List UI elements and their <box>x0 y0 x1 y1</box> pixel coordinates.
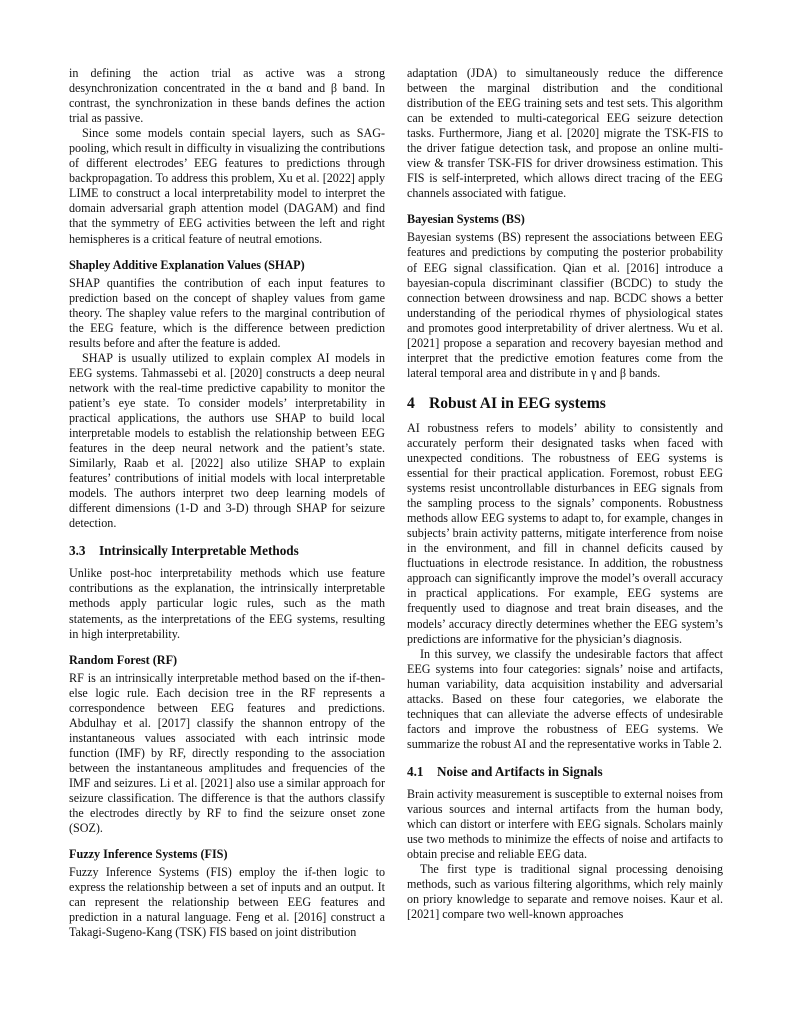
paragraph-random-forest: RF is an intrinsically interpretable method based on the if-then-else logic rule. Each decision tree in the RF represents a correspondence between EEG features and predictions. Abdulhay et al. [2017] classify the shannon entropy of the instantaneous values associated with each intrinsic mode function (IMF) by RF, directly responding to the association between the instantaneous amplitudes and frequencies of the IMF and seizures. Li et al. [2021] also use a similar approach for seizure classification. The difference is that the authors classify the electrodes directly by RF to find the seizure onset zone (SOZ). <box>69 670 385 836</box>
section-heading-4-1 <box>407 764 723 780</box>
section-number: 4.1 <box>407 763 424 779</box>
paragraph-shap-definition: SHAP quantifies the contribution of each input features to prediction based on the concept of shapley values from game theory. The shapley value refers to the marginal contribution of the EEG feature, which is the difference between prediction results before and after the feature is added. <box>69 275 385 350</box>
heading-fuzzy-inference: Fuzzy Inference Systems (FIS) <box>69 847 228 862</box>
section-title: Intrinsically Interpretable Methods <box>99 543 299 559</box>
paragraph-robustness-definition: AI robustness refers to models’ ability to consistently and accurately perform their designated tasks when faced with unexpected conditions. The robustness of EEG systems is essential for their practical application. Foremost, robust EEG systems resist uncontrollable disturbances in EEG signals from the sampling process to the signals’ components. Robustness methods allow EEG systems to adapt to, for example, changes in subjects’ brain activity patterns, mitigate interference from noise in the environment, and fill in channel deficits caused by fluctuations in electrode resistance. In addition, the robustness approach can significantly improve the model’s overall accuracy in practical applications. For example, EEG systems are frequently used to diagnose and treat brain diseases, and the models’ accuracy directly determines whether the EEG system’s predictions are informative for the physician’s diagnosis. <box>407 420 723 646</box>
right-column <box>407 66 723 922</box>
paragraph-robustness-categories: In this survey, we classify the undesirable factors that affect EEG systems into four categories: signals’ noise and artifacts, human variability, data acquisition instability and adversarial attacks. Based on these four categories, we elaborate the techniques that can alleviate the adverse effects of undesirable factors and improve the robustness of EEG systems. We summarize the robust AI and the representative works in Table 2. <box>407 646 723 751</box>
section-title: Noise and Artifacts in Signals <box>437 763 603 779</box>
heading-bayesian-systems: Bayesian Systems (BS) <box>407 212 525 227</box>
section-heading-4 <box>407 395 723 413</box>
paragraph-fis-continued: adaptation (JDA) to simultaneously reduce the difference between the marginal distribution and the conditional distribution of the EEG training sets and test sets. This algorithm can be extended to multi-categorical EEG seizure detection tasks. Furthermore, Jiang et al. [2020] migrate the TSK-FIS to the driver fatigue detection task, and propose an online multi-view & transfer TSK-FIS for driver drowsiness estimation. This FIS is self-interpreted, which allows direct tracing of the EEG channels associated with fatigue. <box>407 66 723 201</box>
paragraph-lime-conclusion: in defining the action trial as active was a strong desynchronization concentrated in the α band and β band. In contrast, the synchronization in these bands defines the action trial as passive. <box>69 66 385 126</box>
section-heading-3-3 <box>69 543 385 559</box>
section-title: Robust AI in EEG systems <box>429 394 606 412</box>
section-number: 3.3 <box>69 543 86 559</box>
paragraph-lime-dagam: Since some models contain special layers, such as SAG-pooling, which result in difficulty in visualizing the contributions of different electrodes’ EEG features to predictions through backpropagation. To address this problem, Xu et al. [2022] apply LIME to construct a local interpretability model to interpret the domain adversarial graph attention model (DAGAM) and find that the symmetry of EEG activities between the left and right hemispheres is a critical feature of neutral emotions. <box>69 126 385 246</box>
paragraph-noise-intro: Brain activity measurement is susceptible to external noises from various sources and internal artifacts from the human body, which can distort or interfere with EEG signals. Scholars mainly use two methods to minimize the effects of noise and artifacts to obtain precise and reliable EEG data. <box>407 786 723 862</box>
paragraph-bayesian-systems: Bayesian systems (BS) represent the associations between EEG features and predictions by computing the posterior probability of EEG signal classification. Qian et al. [2016] introduce a bayesian-copula discriminant classifier (BCDC) to study the connection between drowsiness and nap. BCDC shows a better understanding of the periodical rhymes of physiological states and promotes good interpretability of driver alertness. Wu et al. [2021] propose a separation and recovery bayesian method and interpret that the predictive emotion features come from the lateral temporal area and distribute in γ and β bands. <box>407 230 723 380</box>
paragraph-shap-applications: SHAP is usually utilized to explain complex AI models in EEG systems. Tahmassebi et al. [2020] constructs a deep neural network with the real-time predictive capability to monitor the patient’s eye state. To consider models’ interpretability in practical applications, the authors use SHAP to build local interpretable models to establish the relationship between EEG features in the deep neural network and the patient’s state. Similarly, Raab et al. [2022] also utilize SHAP to explain features’ contributions of initial models with local interpretable models. The authors interpret two deep learning models of different dimensions (1-D and 3-D) through SHAP for seizure detection. <box>69 350 385 531</box>
paragraph-denoising-methods: The first type is traditional signal processing denoising methods, such as various filtering algorithms, which rely mainly on priory knowledge to separate and remove noises. Kaur et al. [2021] compare two well-known approaches <box>407 862 723 922</box>
paragraph-intrinsic-intro: Unlike post-hoc interpretability methods which use feature contributions as the explanation, the intrinsically interpretable methods apply particular logic rules, such as the math statements, as the interpretations of the EEG systems, resulting in high interpretability. <box>69 566 385 641</box>
heading-random-forest: Random Forest (RF) <box>69 652 178 667</box>
left-column <box>69 66 385 940</box>
heading-shap: Shapley Additive Explanation Values (SHAP) <box>69 257 305 272</box>
paragraph-fuzzy-inference: Fuzzy Inference Systems (FIS) employ the if-then logic to express the relationship between a set of inputs and an output. It can represent the relationship between EEG features and prediction in a natural language. Feng et al. [2016] construct a Takagi-Sugeno-Kang (TSK) FIS based on joint distribution <box>69 865 385 940</box>
section-number: 4 <box>407 394 415 412</box>
